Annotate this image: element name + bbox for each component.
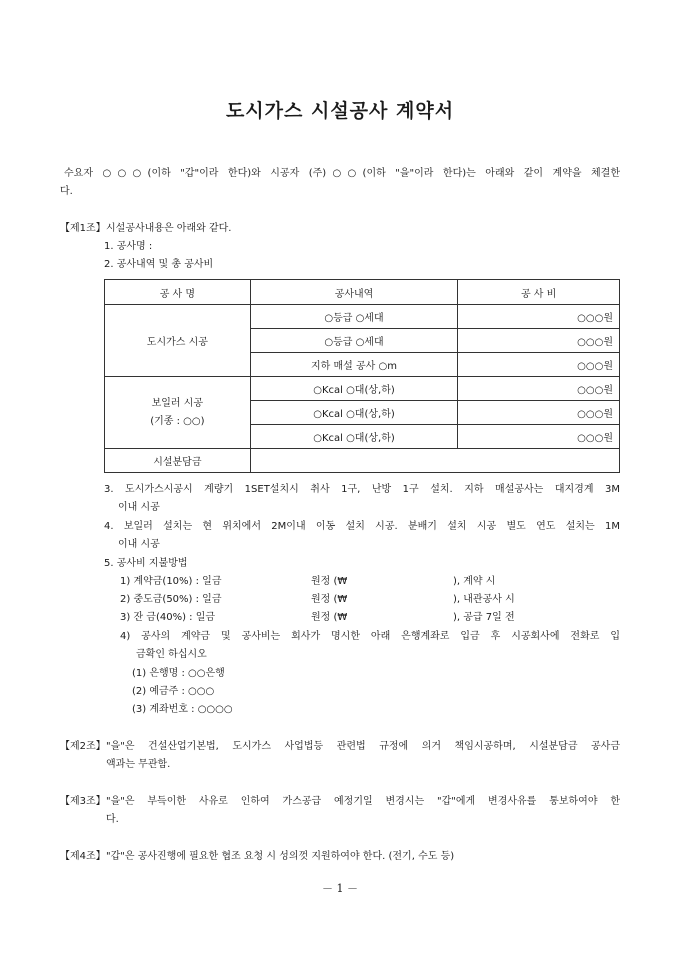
bank-name: (1) 은행명 : ○○은행 [132, 668, 225, 679]
payment-note: ), 내관공사 시 [453, 594, 515, 605]
header-work-name: 공 사 명 [105, 280, 251, 305]
row-detail: ○등급 ○세대 [250, 329, 458, 353]
construction-table [104, 279, 620, 473]
header-work-detail: 공사내역 [250, 280, 458, 305]
table-row [105, 305, 620, 329]
payment-won: 원정 (₩ [311, 612, 348, 623]
group-boiler-name-line-2: (기종 : ○○) [150, 415, 205, 427]
article-2-label: 【제2조】 [60, 741, 106, 752]
row-cost: ○○○원 [458, 401, 620, 425]
item-5-sub-4-line-2: 금확인 하십시오 [136, 649, 207, 660]
article-1-label: 【제1조】 [60, 223, 106, 234]
document-title: 도시가스 시설공사 계약서 [225, 100, 455, 122]
item-4-line-1: 4. 보일러 설치는 현 위치에서 2M이내 이동 설치 시공. 분배기 설치 시공 별도 연도 설치는 1M [104, 521, 620, 532]
article-4-text: "갑"은 공사진행에 필요한 협조 요청 시 성의껏 지원하여야 한다. (전기, 수도 등) [106, 851, 455, 862]
row-detail: ○Kcal ○대(상,하) [250, 425, 458, 449]
article-4-label: 【제4조】 [60, 851, 106, 862]
intro-line-2: 다. [60, 186, 73, 197]
payment-label: 2) 중도금(50%) : 일금 [120, 594, 222, 605]
item-4-line-2: 이내 시공 [118, 539, 160, 550]
intro-line-1: 수요자 ○○○(이하 "갑"이라 한다)와 시공자 (주)○○(이하 "을"이라 한다)는 아래와 같이 계약을 체결한 [64, 168, 620, 179]
page-number: － 1 － [322, 882, 358, 895]
article-2-line-2: 액과는 무관함. [106, 759, 171, 770]
share-value [250, 449, 619, 473]
item-5-heading: 5. 공사비 지불방법 [104, 558, 188, 569]
bank-account: (3) 계좌번호 : ○○○○ [132, 704, 233, 715]
table-header-row [105, 280, 620, 305]
payment-note: ), 공급 7일 전 [453, 612, 515, 623]
article-1-item-2: 2. 공사내역 및 총 공사비 [104, 259, 214, 270]
row-cost: ○○○원 [458, 425, 620, 449]
header-work-cost: 공 사 비 [458, 280, 620, 305]
bank-holder: (2) 예금주 : ○○○ [132, 686, 215, 697]
row-detail: ○Kcal ○대(상,하) [250, 377, 458, 401]
article-2-line-1: "을"은 건설산업기본법, 도시가스 사업법등 관련법 규정에 의거 책임시공하며, 시설분담금 공사금 [106, 741, 620, 752]
item-3-line-2: 이내 시공 [118, 502, 160, 513]
payment-label: 3) 잔 금(40%) : 일금 [120, 612, 216, 623]
item-3-line-1: 3. 도시가스시공시 계량기 1SET설치시 취사 1구, 난방 1구 설치. 지하 매설공사는 대지경계 3M [104, 484, 620, 495]
group-gas-name: 도시가스 시공 [105, 305, 251, 377]
article-1-item-1: 1. 공사명 : [104, 241, 153, 252]
payment-label: 1) 계약금(10%) : 일금 [120, 576, 222, 587]
group-boiler-name-line-1: 보일러 시공 [151, 397, 204, 409]
row-cost: ○○○원 [458, 377, 620, 401]
payment-won: 원정 (₩ [311, 576, 348, 587]
row-detail: ○등급 ○세대 [250, 305, 458, 329]
article-1-text: 시설공사내용은 아래와 같다. [106, 223, 232, 234]
item-5-sub-4-line-1: 4) 공사의 계약금 및 공사비는 회사가 명시한 아래 은행계좌로 입금 후 시공회사에 전화로 입 [120, 631, 620, 642]
article-3-line-1: "을"은 부득이한 사유로 인하여 가스공급 예정기일 변경시는 "갑"에게 변경사유를 통보하여야 한 [106, 796, 620, 807]
table-row [105, 377, 620, 401]
group-boiler-name [105, 377, 251, 449]
payment-note: ), 계약 시 [453, 576, 496, 587]
row-cost: ○○○원 [458, 305, 620, 329]
table-row-share [105, 449, 620, 473]
article-3-line-2: 다. [106, 814, 119, 825]
share-label: 시설분담금 [105, 449, 251, 473]
payment-won: 원정 (₩ [311, 594, 348, 605]
article-3-label: 【제3조】 [60, 796, 106, 807]
row-cost: ○○○원 [458, 329, 620, 353]
row-detail: 지하 매설 공사 ○m [250, 353, 458, 377]
row-detail: ○Kcal ○대(상,하) [250, 401, 458, 425]
row-cost: ○○○원 [458, 353, 620, 377]
